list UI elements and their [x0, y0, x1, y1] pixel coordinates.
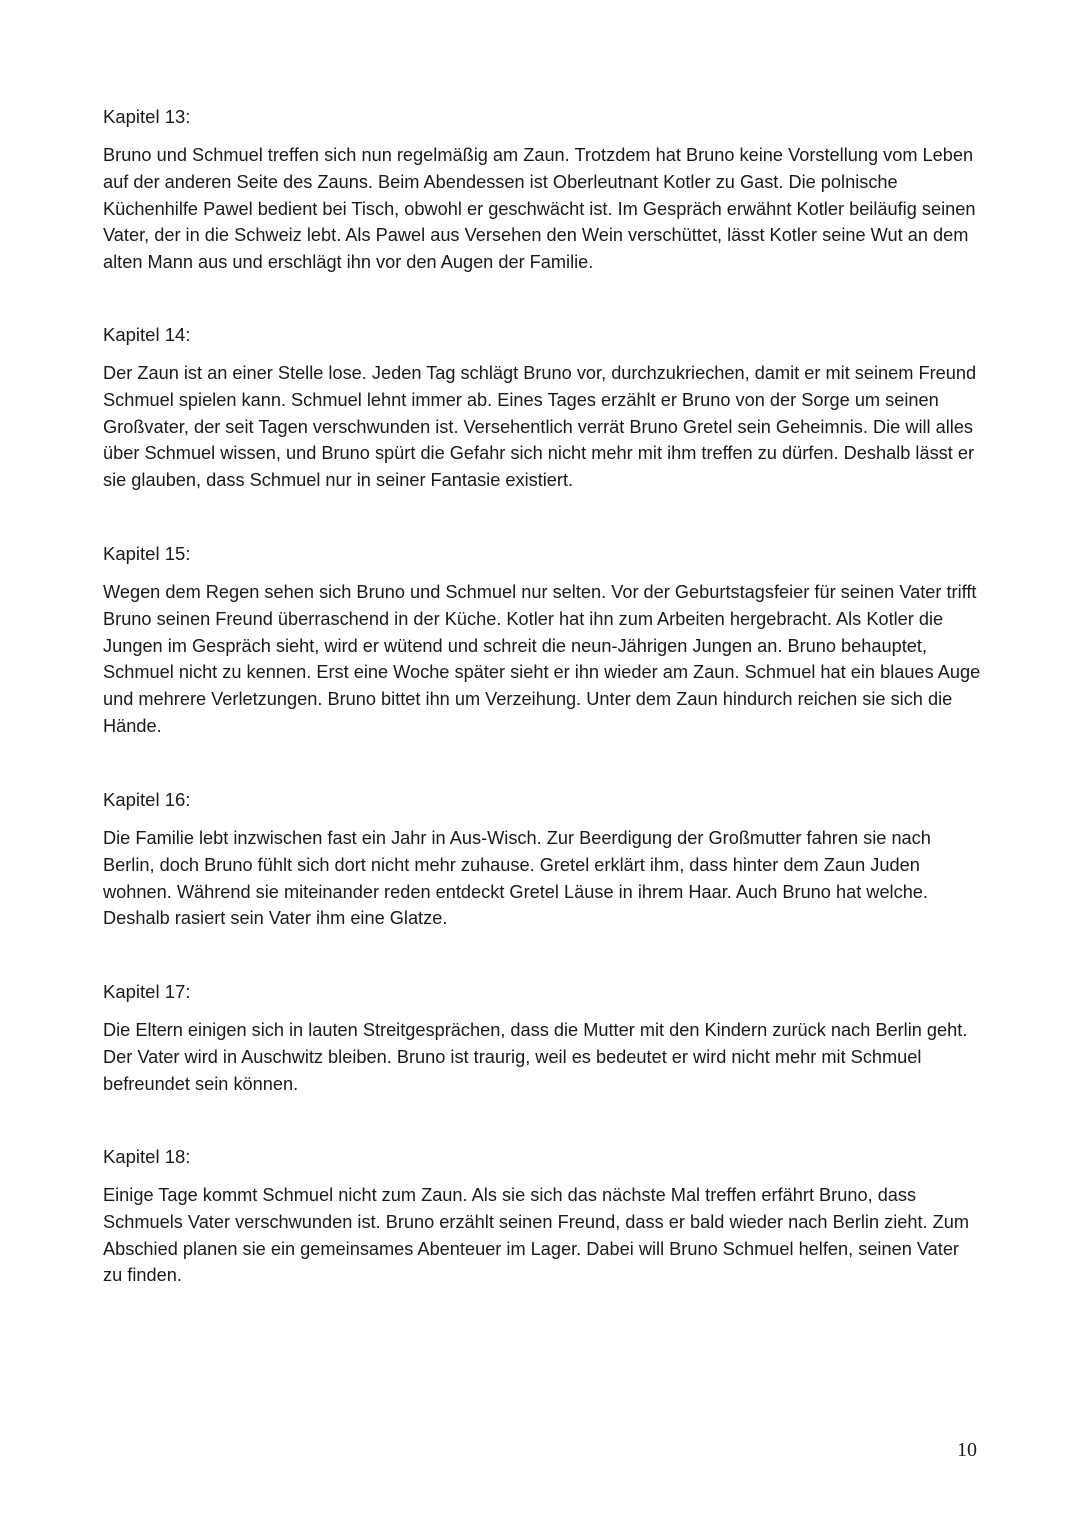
page-number: 10 [957, 1439, 977, 1461]
chapter-heading: Kapitel 15: [103, 543, 191, 564]
chapter-text: Bruno und Schmuel treffen sich nun regelmäßig am Zaun. Trotzdem hat Bruno keine Vorstellung vom Leben auf der anderen Seite des Zauns. Beim Abendessen ist Oberleutnant Kotler zu Gast. Die polnische Küchenhilfe Pawel bedient bei Tisch, obwohl er geschwächt ist. Im Gespräch erwähnt Kotler beiläufig seinen Vater, der in die Schweiz lebt. Als Pawel aus Versehen den Wein verschüttet, lässt Kotler seine Wut an dem alten Mann aus und erschlägt ihn vor den Augen der Familie. [103, 145, 976, 273]
chapter-16 [103, 787, 983, 932]
chapter-text: Die Familie lebt inzwischen fast ein Jahr in Aus-Wisch. Zur Beerdigung der Großmutter fahren sie nach Berlin, doch Bruno fühlt sich dort nicht mehr zuhause. Gretel erklärt ihm, dass hinter dem Zaun Juden wohnen. Während sie miteinander reden entdeckt Gretel Läuse in ihrem Haar. Auch Bruno hat welche. Deshalb rasiert sein Vater ihm eine Glatze. [103, 828, 931, 929]
chapter-text: Wegen dem Regen sehen sich Bruno und Schmuel nur selten. Vor der Geburtstagsfeier für seinen Vater trifft Bruno seinen Freund überraschend in der Küche. Kotler hat ihn zum Arbeiten hergebracht. Als Kotler die Jungen im Gespräch sieht, wird er wütend und schreit die neun-Jährigen Jungen an. Bruno behauptet, Schmuel nicht zu kennen. Erst eine Woche später sieht er ihn wieder am Zaun. Schmuel hat ein blaues Auge und mehrere Verletzungen. Bruno bittet ihn um Verzeihung. Unter dem Zaun hindurch reichen sie sich die Hände. [103, 582, 981, 736]
chapter-text: Einige Tage kommt Schmuel nicht zum Zaun. Als sie sich das nächste Mal treffen erfährt Bruno, dass Schmuels Vater verschwunden ist. Bruno erzählt seinen Freund, dass er bald wieder nach Berlin zieht. Zum Abschied planen sie ein gemeinsames Abenteuer im Lager. Dabei will Bruno Schmuel helfen, seinen Vater zu finden. [103, 1185, 970, 1286]
chapter-heading: Kapitel 16: [103, 789, 191, 810]
chapter-15 [103, 541, 983, 740]
chapter-text: Die Eltern einigen sich in lauten Streitgesprächen, dass die Mutter mit den Kindern zurück nach Berlin geht. Der Vater wird in Auschwitz bleiben. Bruno ist traurig, weil es bedeutet er wird nicht mehr mit Schmuel befreundet sein können. [103, 1020, 968, 1094]
chapter-18 [103, 1144, 983, 1289]
chapter-17 [103, 979, 983, 1097]
chapter-13 [103, 104, 983, 276]
chapter-heading: Kapitel 17: [103, 981, 191, 1002]
chapter-heading: Kapitel 13: [103, 106, 191, 127]
chapter-heading: Kapitel 14: [103, 324, 191, 345]
chapter-heading: Kapitel 18: [103, 1146, 191, 1167]
chapter-14 [103, 322, 983, 494]
chapter-text: Der Zaun ist an einer Stelle lose. Jeden Tag schlägt Bruno vor, durchzukriechen, damit er mit seinem Freund Schmuel spielen kann. Schmuel lehnt immer ab. Eines Tages erzählt er Bruno von der Sorge um seinen Großvater, der seit Tagen verschwunden ist. Versehentlich verrät Bruno Gretel sein Geheimnis. Die will alles über Schmuel wissen, und Bruno spürt die Gefahr sich nicht mehr mit ihm treffen zu dürfen. Deshalb lässt er sie glauben, dass Schmuel nur in seiner Fantasie existiert. [103, 363, 977, 491]
